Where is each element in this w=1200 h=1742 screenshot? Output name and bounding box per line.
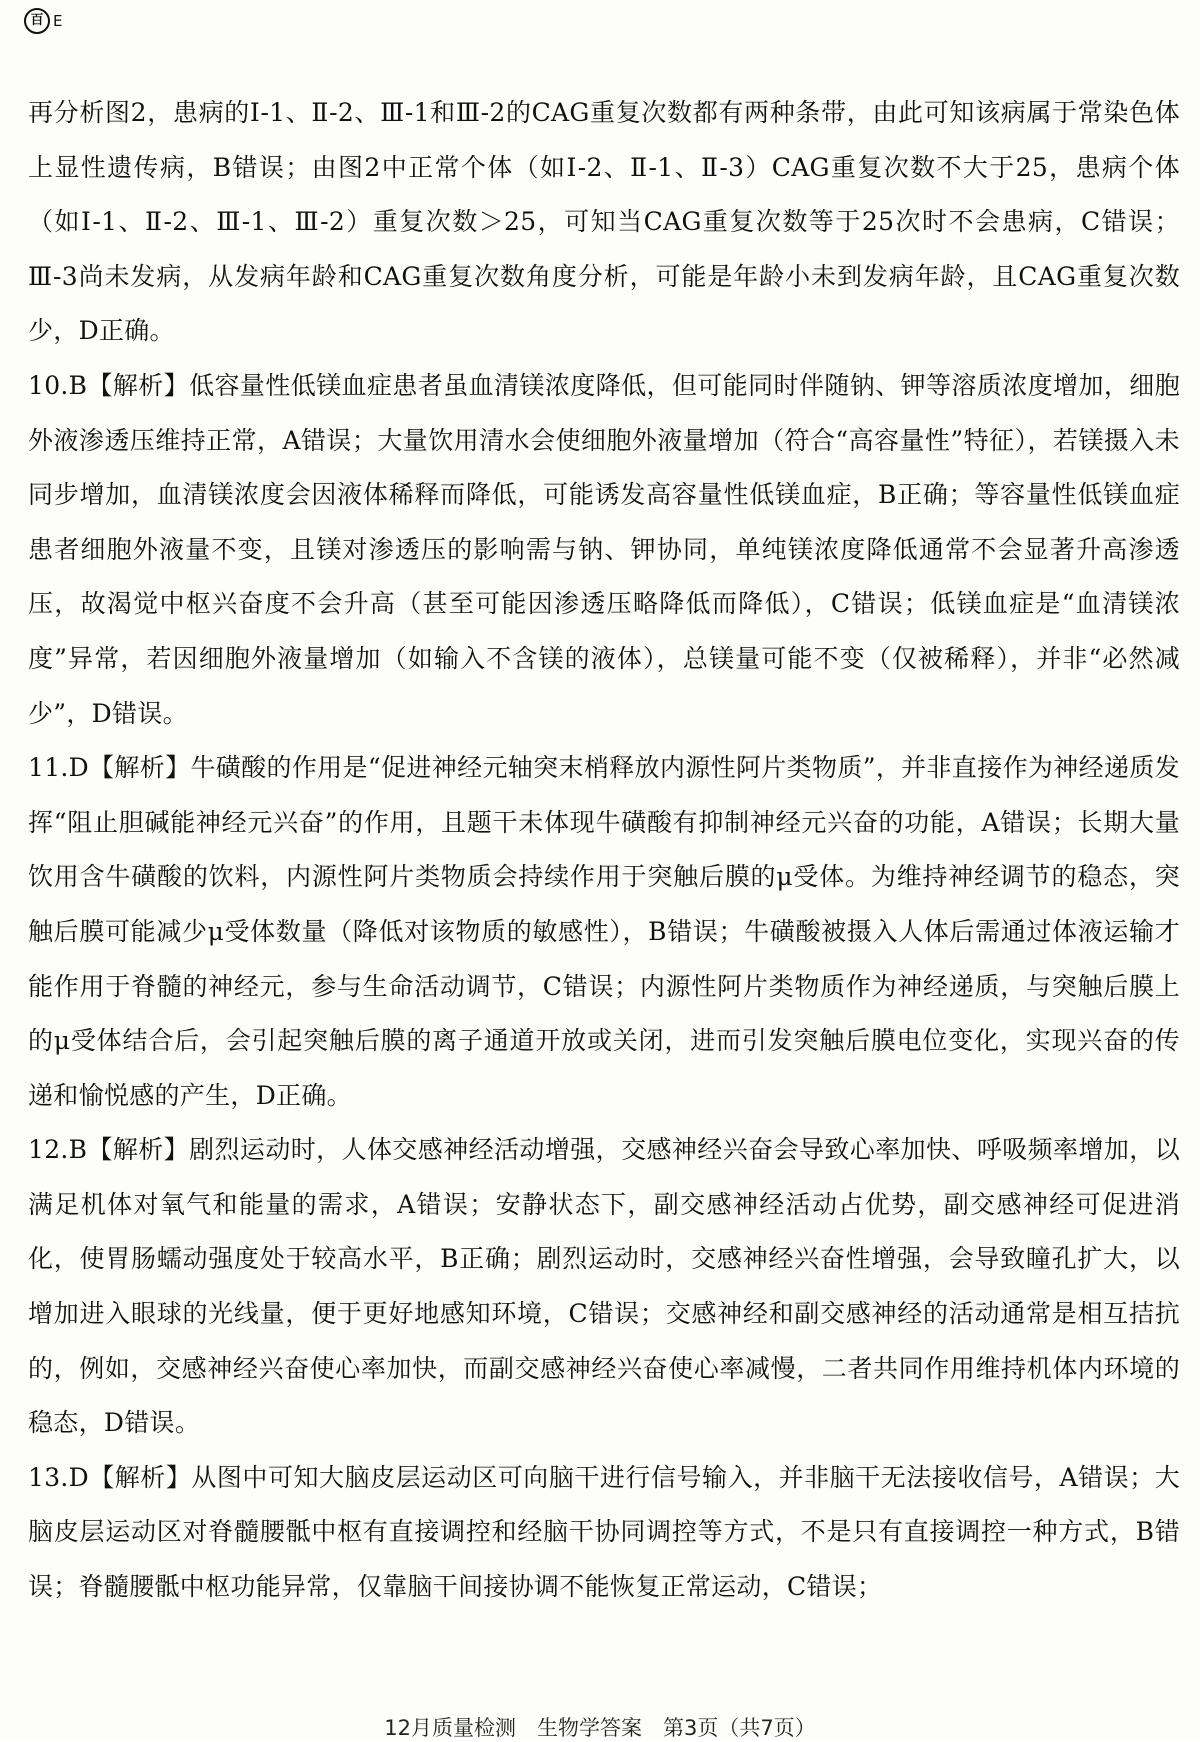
publisher-logo xyxy=(24,8,62,34)
logo-letter: E xyxy=(53,12,63,30)
paragraph-q10: 10.B【解析】低容量性低镁血症患者虽血清镁浓度降低，但可能同时伴随钠、钾等溶质浓度增加，细胞外液渗透压维持正常，A错误；大量饮用清水会使细胞外液量增加（符合“高容量性”特征），若镁摄入未同步增加，血清镁浓度会因液体稀释而降低，可能诱发高容量性低镁血症，B正确；等容量性低镁血症患者细胞外液量不变，且镁对渗透压的影响需与钠、钾协同，单纯镁浓度降低通常不会显著升高渗透压，故渴觉中枢兴奋度不会升高（甚至可能因渗透压略降低而降低），C错误；低镁血症是“血清镁浓度”异常，若因细胞外液量增加（如输入不含镁的液体），总镁量可能不变（仅被稀释），并非“必然减少”，D错误。 xyxy=(28,370,1180,728)
page-footer: 12月质量检测 生物学答案 第3页（共7页） xyxy=(384,1716,816,1740)
paragraph-q11: 11.D【解析】牛磺酸的作用是“促进神经元轴突末梢释放内源性阿片类物质”，并非直接作为神经递质发挥“阻止胆碱能神经元兴奋”的作用，且题干未体现牛磺酸有抑制神经元兴奋的功能，A错误；长期大量饮用含牛磺酸的饮料，内源性阿片类物质会持续作用于突触后膜的μ受体。为维持神经调节的稳态，突触后膜可能减少μ受体数量（降低对该物质的敏感性），B错误；牛磺酸被摄入人体后需通过体液运输才能作用于脊髓的神经元，参与生命活动调节，C错误；内源性阿片类物质作为神经递质，与突触后膜上的μ受体结合后，会引起突触后膜的离子通道开放或关闭，进而引发突触后膜电位变化，实现兴奋的传递和愉悦感的产生，D正确。 xyxy=(28,753,1180,1110)
paragraph-q12: 12.B【解析】剧烈运动时，人体交感神经活动增强，交感神经兴奋会导致心率加快、呼吸频率增加，以满足机体对氧气和能量的需求，A错误；安静状态下，副交感神经活动占优势，副交感神经可促进消化，使胃肠蠕动强度处于较高水平，B正确；剧烈运动时，交感神经兴奋性增强，会导致瞳孔扩大，以增加进入眼球的光线量，便于更好地感知环境，C错误；交感神经和副交感神经的活动通常是相互拮抗的，例如，交感神经兴奋使心率加快，而副交感神经兴奋使心率减慢，二者共同作用维持机体内环境的稳态，D错误。 xyxy=(28,1135,1180,1438)
paragraph-q9-continued: 再分析图2，患病的Ⅰ-1、Ⅱ-2、Ⅲ-1和Ⅲ-2的CAG重复次数都有两种条带，由此可知该病属于常染色体上显性遗传病，B错误；由图2中正常个体（如Ⅰ-2、Ⅱ-1、Ⅱ-3）CAG重复次数不大于25，患病个体（如Ⅰ-1、Ⅱ-2、Ⅲ-1、Ⅲ-2）重复次数＞25，可知当CAG重复次数等于25次时不会患病，C错误；Ⅲ-3尚未发病，从发病年龄和CAG重复次数角度分析，可能是年龄小未到发病年龄，且CAG重复次数少，D正确。 xyxy=(28,98,1180,346)
logo-circle-icon: 百 xyxy=(24,8,50,34)
paragraph-q13: 13.D【解析】从图中可知大脑皮层运动区可向脑干进行信号输入，并非脑干无法接收信号，A错误；大脑皮层运动区对脊髓腰骶中枢有直接调控和经脑干协同调控等方式，不是只有直接调控一种方式，B错误；脊髓腰骶中枢功能异常，仅靠脑干间接协调不能恢复正常运动，C错误； xyxy=(28,1462,1181,1602)
answer-body xyxy=(28,86,1180,1615)
